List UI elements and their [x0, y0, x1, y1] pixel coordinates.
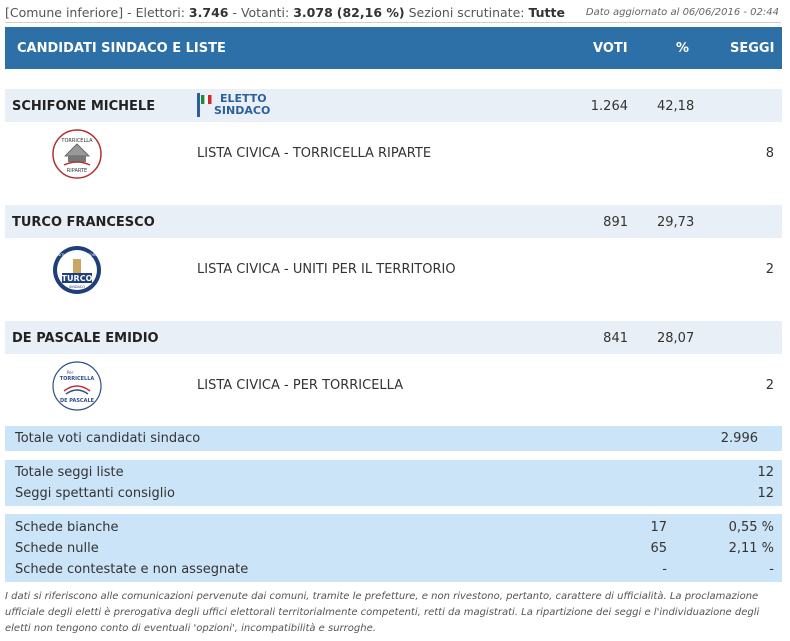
null-ballots-label: Schede nulle: [15, 541, 99, 556]
contested-ballots-pct: -: [769, 562, 774, 577]
comune-label: [Comune inferiore]: [5, 5, 124, 20]
elettori-value: 3.746: [188, 5, 229, 20]
list-name: LISTA CIVICA - UNITI PER IL TERRITORIO: [197, 262, 456, 277]
null-ballots-pct: 2,11 %: [728, 541, 774, 556]
total-seats-label: Totale seggi liste: [15, 465, 124, 480]
votanti-label: Votanti:: [240, 5, 290, 20]
list-row: [5, 122, 782, 186]
logo-bottom-text: RIPARTE: [66, 168, 88, 174]
candidate-name: SCHIFONE MICHELE: [12, 99, 156, 114]
candidate-row: [5, 89, 782, 122]
col-candidati: CANDIDATI SINDACO E LISTE: [17, 41, 226, 56]
votanti-value: 3.078: [293, 5, 333, 20]
candidate-votes: 1.264: [590, 99, 628, 114]
elected-line-2: SINDACO: [214, 104, 271, 117]
list-name: LISTA CIVICA - TORRICELLA RIPARTE: [197, 146, 432, 161]
sezioni-label: Sezioni scrutinate:: [408, 5, 525, 20]
col-voti: VOTI: [593, 41, 628, 56]
elected-text: [214, 93, 270, 117]
logo-top-text: TORRICELLA: [61, 138, 93, 144]
elected-line-1: ELETTO: [220, 92, 267, 105]
list-row: [5, 354, 782, 418]
per-torricella-logo-icon: [52, 361, 102, 411]
ballots-box: [5, 514, 782, 582]
list-name: LISTA CIVICA - PER TORRICELLA: [197, 378, 404, 393]
votanti-pct: (82,16 %): [336, 5, 405, 20]
logo-top-text: UNITI PER IL TERRITORIO: [55, 253, 99, 257]
candidate-pct: 29,73: [657, 215, 695, 230]
list-row: [5, 238, 782, 302]
candidate-votes: 841: [603, 331, 628, 346]
italian-flag-icon: [197, 93, 212, 117]
total-votes-box: [5, 426, 782, 451]
null-ballots-value: 65: [650, 541, 667, 556]
contested-ballots-label: Schede contestate e non assegnate: [15, 562, 249, 577]
logo-main-text: TURCO: [61, 274, 93, 283]
candidate-pct: 42,18: [657, 99, 695, 114]
list-seats: 2: [765, 378, 774, 393]
blank-ballots-value: 17: [650, 520, 667, 535]
contested-ballots-value: -: [662, 562, 667, 577]
logo-bottom-text: SINDACO: [68, 285, 86, 289]
candidate-row: [5, 205, 782, 238]
total-votes-value: 2.996: [720, 431, 758, 446]
council-seats-label: Seggi spettanti consiglio: [15, 486, 175, 501]
list-seats: 8: [765, 146, 774, 161]
candidate-pct: 28,07: [657, 331, 695, 346]
logo-top-text: Per: [66, 370, 74, 375]
seats-box: [5, 460, 782, 506]
blank-ballots-label: Schede bianche: [15, 520, 119, 535]
elettori-label: Elettori:: [135, 5, 185, 20]
logo-main-text: TORRICELLA: [59, 376, 95, 382]
sezioni-value: Tutte: [528, 5, 565, 20]
candidate-name: TURCO FRANCESCO: [12, 215, 155, 230]
update-timestamp: Dato aggiornato al 06/06/2016 - 02:44: [585, 7, 779, 18]
summary-info: [Comune inferiore] - Elettori: 3.746 - Votanti: 3.078 (82,16 %) Sezioni scrutinate: Tutte: [5, 5, 565, 20]
disclaimer-note: I dati si riferiscono alle comunicazioni pervenute dai comuni, tramite le prefetture, e non rivestono, pertanto, carattere di ufficialità. La proclamazione ufficiale degli eletti è prerogativa degli uffici elettorali territorialmente competenti, retti da magistrati. La ripartizione dei seggi e l'individuazione degli eletti non tengono conto di eventuali 'opzioni', incompatibilità e surroghe.: [5, 591, 760, 634]
total-votes-label: Totale voti candidati sindaco: [15, 431, 201, 446]
list-seats: 2: [765, 262, 774, 277]
logo-bottom-text: DE PASCALE: [59, 398, 95, 404]
col-seggi: SEGGI: [730, 41, 775, 56]
uniti-per-il-territorio-logo-icon: [52, 245, 102, 295]
council-seats-value: 12: [757, 486, 774, 501]
torricella-riparte-logo-icon: [52, 129, 102, 179]
candidate-row: [5, 321, 782, 354]
candidate-votes: 891: [603, 215, 628, 230]
blank-ballots-pct: 0,55 %: [728, 520, 774, 535]
candidate-name: DE PASCALE EMIDIO: [12, 331, 159, 346]
summary-bar: [5, 2, 781, 23]
results-table-header: [5, 27, 782, 69]
total-seats-value: 12: [757, 465, 774, 480]
col-pct: %: [676, 41, 690, 56]
